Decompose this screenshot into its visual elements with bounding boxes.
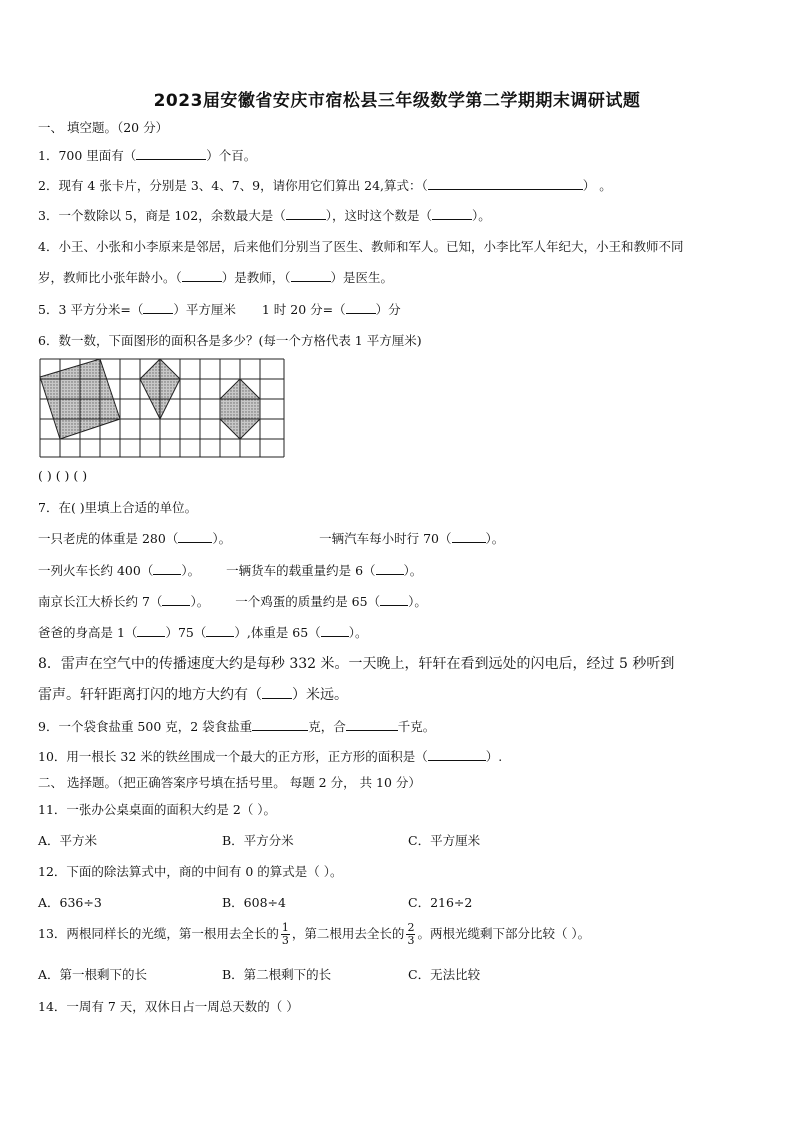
q7-r4-text-a: 爸爸的身高是 1（ xyxy=(38,625,138,640)
q7-r3b-blank[interactable] xyxy=(380,593,408,606)
q7-r1b-end: ）。 xyxy=(485,531,505,546)
question-14: 14．一周有 7 天，双休日占一周总天数的（ ） xyxy=(38,999,299,1014)
q12-option-b[interactable]: B．608÷4 xyxy=(222,895,286,910)
q9-text-b: 克，合 xyxy=(308,719,346,734)
q11-option-c[interactable]: C．平方厘米 xyxy=(408,833,481,848)
question-7: 7．在( )里填上合适的单位。 xyxy=(38,500,198,515)
q4-blank-1[interactable] xyxy=(182,269,222,282)
q7-row-3 xyxy=(38,592,758,612)
q2-text-a: 2．现有 4 张卡片，分别是 3、4、7、9，请你用它们算出 24,算式：（ xyxy=(38,178,428,193)
q9-blank-2[interactable] xyxy=(346,718,398,731)
q7-r4-blank-1[interactable] xyxy=(137,624,165,637)
section1-header: 一、 填空题。（20 分） xyxy=(38,120,169,135)
q7-r2b-end: ）。 xyxy=(403,563,423,578)
q2-text-b: ） 。 xyxy=(582,178,612,193)
q4-text-c: ）是医生。 xyxy=(330,270,394,285)
q7-r2b-blank[interactable] xyxy=(376,562,404,575)
fraction-one-third xyxy=(281,922,290,947)
q5-text-b: ）平方厘米 xyxy=(173,302,236,317)
q11-option-a[interactable]: A．平方米 xyxy=(38,833,98,848)
q7-r1b-text: 一辆汽车每小时行 70（ xyxy=(319,531,452,546)
q1-text-a: 1．700 里面有（ xyxy=(38,148,137,163)
q6-answer-blanks[interactable]: ( ) ( ) ( ) xyxy=(38,468,88,483)
q1-blank[interactable] xyxy=(136,147,206,160)
q7-r4-text-b: ）75（ xyxy=(165,625,207,640)
q7-r4-text-c: ）,体重是 65（ xyxy=(234,625,321,640)
fraction-1-denominator: 3 xyxy=(281,934,289,948)
q12-option-c[interactable]: C．216÷2 xyxy=(408,895,473,910)
q7-row-2 xyxy=(38,561,758,581)
question-1 xyxy=(38,146,758,166)
question-11: 11．一张办公桌桌面的面积大约是 2（ ）。 xyxy=(38,802,277,817)
question-8-line-2 xyxy=(38,684,758,706)
q2-blank[interactable] xyxy=(428,177,583,190)
q5-blank-2[interactable] xyxy=(346,301,376,314)
q5-text-c: 1 时 20 分=（ xyxy=(261,302,346,317)
q8-text-a: 雷声。轩轩距离打闪的地方大约有（ xyxy=(38,687,262,703)
q7-r2a-text: 一列火车长约 400（ xyxy=(38,563,154,578)
question-4-line-1: 4．小王、小张和小李原来是邻居，后来他们分别当了医生、教师和军人。已知，小李比军人年纪大，小王和教师不同 xyxy=(38,239,684,254)
q8-text-b: ）米远。 xyxy=(292,687,348,703)
q3-blank-2[interactable] xyxy=(432,207,472,220)
q7-r3b-text: 一个鸡蛋的质量约是 65（ xyxy=(235,594,381,609)
q8-blank[interactable] xyxy=(262,686,292,699)
question-4-line-2 xyxy=(38,268,758,288)
q7-r4-blank-3[interactable] xyxy=(321,624,349,637)
q7-row-1 xyxy=(38,529,758,549)
q7-r3b-end: ）。 xyxy=(408,594,427,609)
question-6: 6．数一数，下面图形的面积各是多少？(每一个方格代表 1 平方厘米) xyxy=(38,333,422,348)
area-grid-figure xyxy=(38,357,286,459)
fraction-1-numerator: 1 xyxy=(281,921,289,934)
section2-header: 二、 选择题。（把正确答案序号填在括号里。 每题 2 分， 共 10 分） xyxy=(38,775,421,790)
fraction-2-numerator: 2 xyxy=(407,921,415,934)
q7-r3a-blank[interactable] xyxy=(162,593,190,606)
q7-r1a-blank[interactable] xyxy=(178,530,212,543)
q9-blank-1[interactable] xyxy=(252,718,308,731)
question-13 xyxy=(38,922,758,947)
q7-r2a-blank[interactable] xyxy=(153,562,181,575)
q13-text-c: 。两根光缆剩下部分比较（ ）。 xyxy=(417,926,591,942)
q7-r1a-end: ）。 xyxy=(212,531,232,546)
question-3 xyxy=(38,206,758,226)
q7-r3a-end: ）。 xyxy=(190,594,210,609)
q4-blank-2[interactable] xyxy=(291,269,331,282)
q10-text-b: ）. xyxy=(485,749,503,764)
q3-blank-1[interactable] xyxy=(286,207,326,220)
q3-text-a: 3．一个数除以 5，商是 102，余数最大是（ xyxy=(38,208,286,223)
q10-text-a: 10．用一根长 32 米的铁丝围成一个最大的正方形，正方形的面积是（ xyxy=(38,749,428,764)
question-12: 12．下面的除法算式中，商的中间有 0 的算式是（ ）。 xyxy=(38,864,343,879)
page-title: 2023届安徽省安庆市宿松县三年级数学第二学期期末调研试题 xyxy=(153,91,641,111)
q11-option-b[interactable]: B．平方分米 xyxy=(222,833,294,848)
q5-text-d: ）分 xyxy=(375,302,401,317)
question-10 xyxy=(38,747,758,767)
question-2 xyxy=(38,176,758,196)
question-5 xyxy=(38,300,758,320)
q13-text-a: 13．两根同样长的光缆，第一根用去全长的 xyxy=(38,926,279,942)
q10-blank[interactable] xyxy=(428,748,486,761)
q5-blank-1[interactable] xyxy=(143,301,173,314)
q1-text-b: ）个百。 xyxy=(206,148,257,163)
q4-text-a: 岁，教师比小张年龄小。（ xyxy=(38,270,182,285)
q13-text-b: ，第二根用去全长的 xyxy=(291,926,405,942)
q5-text-a: 5．3 平方分米=（ xyxy=(38,302,144,317)
q12-option-a[interactable]: A．636÷3 xyxy=(38,895,102,910)
q13-option-c[interactable]: C．无法比较 xyxy=(408,967,481,982)
q3-text-c: ）。 xyxy=(471,208,491,223)
question-8-line-1: 8．雷声在空气中的传播速度大约是每秒 332 米。一天晚上，轩轩在看到远处的闪电后，经过 5 秒听到 xyxy=(38,656,675,672)
q7-r4-blank-2[interactable] xyxy=(206,624,234,637)
fraction-two-thirds xyxy=(406,922,415,947)
q7-r1b-blank[interactable] xyxy=(452,530,486,543)
q13-option-b[interactable]: B．第二根剩下的长 xyxy=(222,967,332,982)
q4-text-b: ）是教师，（ xyxy=(221,270,291,285)
q9-text-c: 千克。 xyxy=(397,719,436,734)
q7-row-4 xyxy=(38,623,758,643)
q7-r2a-end: ）。 xyxy=(181,563,201,578)
q7-r4-text-d: ）。 xyxy=(348,625,368,640)
question-9 xyxy=(38,717,758,737)
q7-r1a-text: 一只老虎的体重是 280（ xyxy=(38,531,179,546)
q9-text-a: 9．一个袋食盐重 500 克，2 袋食盐重 xyxy=(38,719,253,734)
q7-r3a-text: 南京长江大桥长约 7（ xyxy=(38,594,163,609)
fraction-2-denominator: 3 xyxy=(407,934,415,948)
q7-r2b-text: 一辆货车的载重量约是 6（ xyxy=(226,563,376,578)
q3-text-b: ），这时这个数是（ xyxy=(325,208,432,223)
q13-option-a[interactable]: A．第一根剩下的长 xyxy=(38,967,148,982)
